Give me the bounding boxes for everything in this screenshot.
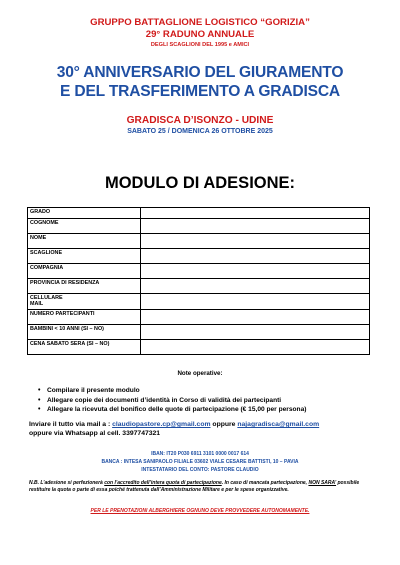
bank-account-holder: INTESTATARIO DEL CONTO: PASTORE CLAUDIO (141, 467, 259, 473)
form-row-scaglione (28, 249, 370, 264)
organization-title: GRUPPO BATTAGLIONE LOGISTICO “GORIZIA” (90, 17, 310, 28)
form-field-cena[interactable] (141, 339, 370, 354)
form-label: COMPAGNIA (28, 264, 141, 279)
form-row-cellulare-mail (28, 294, 370, 310)
anniversary-title-line2: E DEL TRASFERIMENTO A GRADISCA (60, 83, 340, 100)
form-title: MODULO DI ADESIONE: (104, 174, 296, 192)
form-field-nome[interactable] (141, 234, 370, 249)
whatsapp-instructions: oppure via Whatsapp al cell. 3397747321 (29, 430, 161, 437)
email-link-naja[interactable]: najagradisca@gmail.com (237, 421, 320, 428)
form-label: BAMBINI < 10 ANNI (SI – NO) (28, 324, 141, 339)
form-row-cena (28, 339, 370, 354)
form-row-cognome (28, 219, 370, 234)
form-row-bambini (28, 324, 370, 339)
form-label: SCAGLIONE (28, 249, 141, 264)
nb-underline-2: NON SARA’ (308, 480, 337, 486)
bank-iban: IBAN: IT20 P030 6911 3101 0000 0017 614 (151, 451, 249, 457)
nb-text-1: N.B. L’adesione si perfezionerà (29, 480, 105, 486)
list-item: • Compilare il presente modulo (38, 386, 378, 396)
scaglioni-subtitle: DEGLI SCAGLIONI DEL 1995 e AMICI (150, 42, 250, 48)
form-row-compagnia (28, 264, 370, 279)
form-row-grado (28, 208, 370, 219)
send-instructions (29, 421, 389, 428)
form-label-cellulare: CELLULARE (30, 295, 63, 301)
form-row-partecipanti (28, 309, 370, 324)
form-field-grado[interactable] (141, 208, 370, 219)
nb-notice (29, 480, 373, 495)
list-item: • Allegare copie dei documenti d’identità in Corso di validità dei partecipanti (38, 396, 378, 406)
form-field-partecipanti[interactable] (141, 309, 370, 324)
form-label-mail: MAIL (30, 301, 44, 308)
nb-text-2: . In caso di mancata partecipazione, (221, 480, 309, 486)
event-date: SABATO 25 / DOMENICA 26 OTTOBRE 2025 (127, 128, 273, 135)
form-field-cellulare-mail[interactable] (141, 294, 370, 310)
form-label: CENA SABATO SERA (SI – NO) (28, 339, 141, 354)
notes-title: Note operative: (177, 370, 223, 377)
form-label: PROVINCIA DI RESIDENZA (28, 279, 141, 294)
bank-name: BANCA : INTESA SANIPAOLO FILIALE 03602 VIALE CESARE BATTISTI, 10 – PAVIA (101, 459, 299, 465)
nb-underline-1: con l’accredito dell’intera quota di partecipazione (104, 480, 222, 486)
form-label: NUMERO PARTECIPANTI (28, 309, 141, 324)
form-row-nome (28, 234, 370, 249)
form-field-bambini[interactable] (141, 324, 370, 339)
send-prefix: Inviare il tutto via mail a : (29, 421, 111, 428)
event-place: GRADISCA D’ISONZO - UDINE (126, 115, 274, 126)
form-field-provincia[interactable] (141, 279, 370, 294)
hotel-notice: PER LE PRENOTAZIONI ALBERGHIERE OGNUNO DEVE PROVVEDERE AUTONOMAMENTE. (90, 508, 310, 514)
notes-list (38, 386, 378, 415)
send-middle: oppure (210, 421, 238, 428)
form-field-compagnia[interactable] (141, 264, 370, 279)
form-field-scaglione[interactable] (141, 249, 370, 264)
form-label (28, 294, 141, 310)
form-label: COGNOME (28, 219, 141, 234)
nb-text-3: possibile restituire la quota o parte di essa poiché trattenuta dall’Amministrazione Militare e per le spese organizzative. (29, 480, 360, 494)
form-label: GRADO (28, 208, 141, 219)
list-item: • Allegare la ricevuta del bonifico delle quote di partecipazione (€ 15,00 per persona) (38, 405, 378, 415)
raduno-title: 29° RADUNO ANNUALE (145, 29, 255, 40)
anniversary-title-line1: 30° ANNIVERSARIO DEL GIURAMENTO (56, 64, 344, 81)
registration-form-table (27, 207, 370, 355)
form-label: NOME (28, 234, 141, 249)
email-link-claudio[interactable]: claudiopastore.cp@gmail.com (112, 421, 211, 428)
form-field-cognome[interactable] (141, 219, 370, 234)
form-row-provincia (28, 279, 370, 294)
